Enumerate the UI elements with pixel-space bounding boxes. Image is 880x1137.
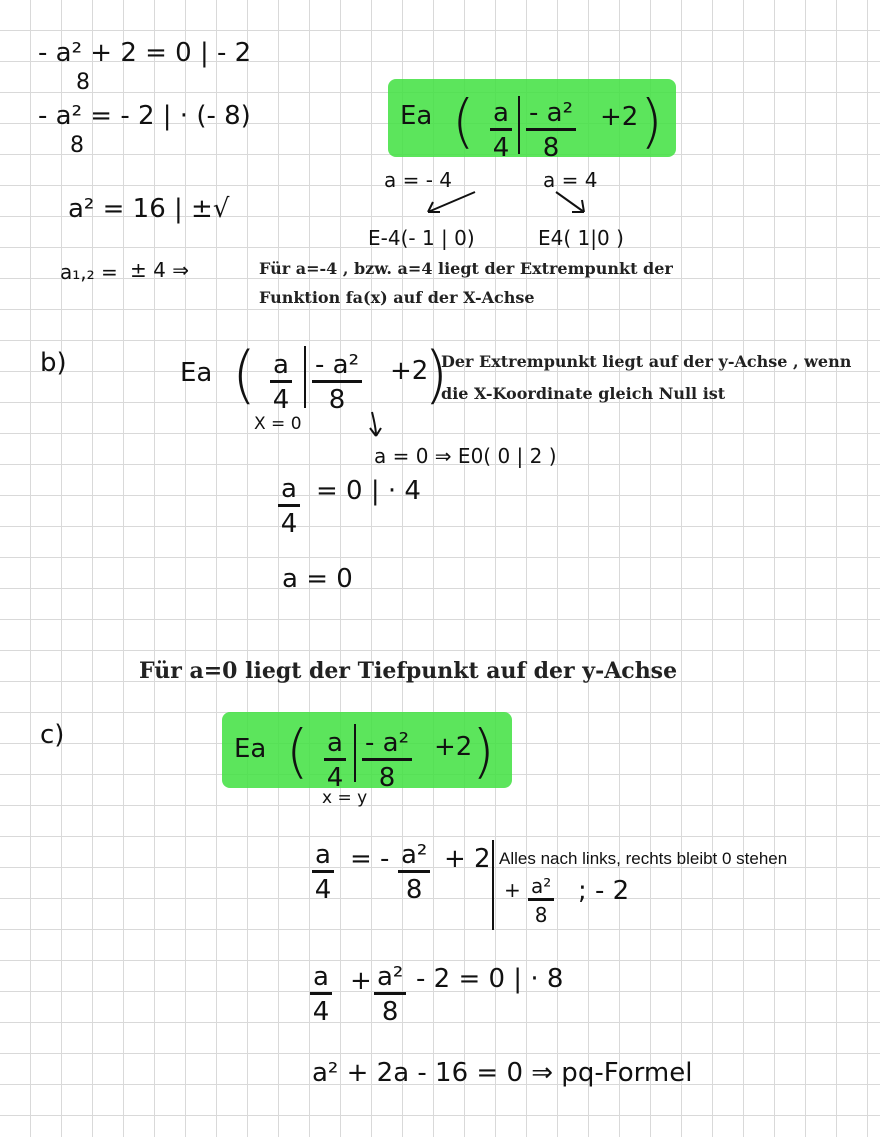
c-eq1-left-fraction [312,842,334,903]
case-left: a = - 4 [384,168,453,192]
arrow-down-right-icon [552,188,592,218]
c-eq1-frac-num: a² [398,842,430,873]
ea-x-num: a [270,352,292,383]
arrow-down-icon [366,410,386,440]
equation-line-1: - a² + 2 = 0 | - 2 [38,38,252,68]
ea-label: Ea [400,101,433,131]
c-eq2-plus: + [350,966,372,996]
close-paren: ) [472,717,495,785]
typed-text-a-line1: Für a=-4 , bzw. a=4 liegt der Extrempunkt der [259,259,673,278]
ea-label: Ea [180,358,213,388]
separator-bar [304,346,306,408]
case-right: a = 4 [543,168,598,192]
open-paren: ( [232,338,257,411]
ea-y-den: 8 [328,385,346,415]
close-paren: ) [424,338,449,411]
eq1-rest: = 0 | · 4 [316,476,421,506]
equation-line-2: - a² = - 2 | · (- 8) [38,101,251,131]
open-paren: ( [452,87,475,155]
ea-y-tail: +2 [600,102,639,132]
ea-x-den: 4 [492,133,510,163]
c-eq1-left-num: a [312,842,334,873]
c-eq2-f2-den: 8 [381,997,399,1027]
x-equals-y-note: x = y [322,788,368,808]
c-eq1-frac-den: 8 [405,875,423,905]
ea-y-num: - a² [526,100,576,131]
operation-bar [492,840,494,930]
typed-text-b-line1: Der Extrempunkt liegt auf der y-Achse , wenn [441,352,852,371]
result-e0: a = 0 ⇒ E0( 0 | 2 ) [374,444,557,468]
typed-text-b-line2: die X-Koordinate gleich Null ist [441,384,726,403]
op-fraction [528,876,554,925]
ea-y-den: 8 [542,133,560,163]
open-paren: ( [286,717,309,785]
separator-bar [354,724,356,782]
ea-x-fraction [324,730,346,791]
ea-y-fraction [312,352,362,413]
point-left: E-4(- 1 | 0) [368,226,475,250]
c-eq2-f1-den: 4 [312,997,330,1027]
ea-y-tail: +2 [390,356,429,386]
eq2: a = 0 [282,564,353,594]
eq1-fraction [278,476,300,537]
op-tail: ; - 2 [578,876,630,906]
ea-x-den: 4 [272,385,290,415]
c-eq2-f2-num: a² [374,964,406,995]
ea-x-fraction [270,352,292,413]
equation-line-1-denominator: 8 [76,70,90,95]
close-paren: ) [640,87,663,155]
c-eq2-fraction-1 [310,964,332,1025]
op-frac-den: 8 [534,903,548,927]
solution-label: a₁,₂ = [60,260,118,284]
ea-y-den: 8 [378,763,396,793]
conclusion-text: Für a=0 liegt der Tiefpunkt auf der y-Achse [139,658,678,684]
eq1-num: a [278,476,300,507]
ea-y-num: - a² [312,352,362,383]
c-eq2-fraction-2 [374,964,406,1025]
eq1-den: 4 [280,509,298,539]
ea-y-fraction [362,730,412,791]
c-eq2-tail: - 2 = 0 | · 8 [416,964,564,994]
ea-y-fraction [526,100,576,161]
typed-text-a-line2: Funktion fa(x) auf der X-Achse [259,288,535,307]
section-b-label: b) [40,348,67,378]
ea-x-fraction [490,100,512,161]
c-eq1-mid: = - [350,844,390,874]
ea-y-num: - a² [362,730,412,761]
ea-x-num: a [324,730,346,761]
c-eq2-f1-num: a [310,964,332,995]
section-c-label: c) [40,720,65,750]
ea-label: Ea [234,734,267,764]
point-right: E4( 1|0 ) [538,226,624,250]
c-eq1-fraction [398,842,430,903]
note-text: Alles nach links, rechts bleibt 0 stehen [499,849,788,868]
c-eq1-left-den: 4 [314,875,332,905]
c-eq1-tail: + 2 [444,844,491,874]
ea-x-den: 4 [326,763,344,793]
separator-bar [518,96,520,154]
op-frac-num: a² [528,876,554,901]
x-zero-note: X = 0 [254,414,302,434]
equation-line-2-denominator: 8 [70,133,84,158]
ea-x-num: a [490,100,512,131]
op-plus: + [504,878,521,902]
c-eq3: a² + 2a - 16 = 0 ⇒ pq-Formel [312,1058,693,1088]
arrow-down-left-icon [420,188,480,218]
equation-line-3: a² = 16 | ±√ [68,194,230,224]
solution-value: ± 4 ⇒ [130,258,189,282]
ea-y-tail: +2 [434,732,473,762]
